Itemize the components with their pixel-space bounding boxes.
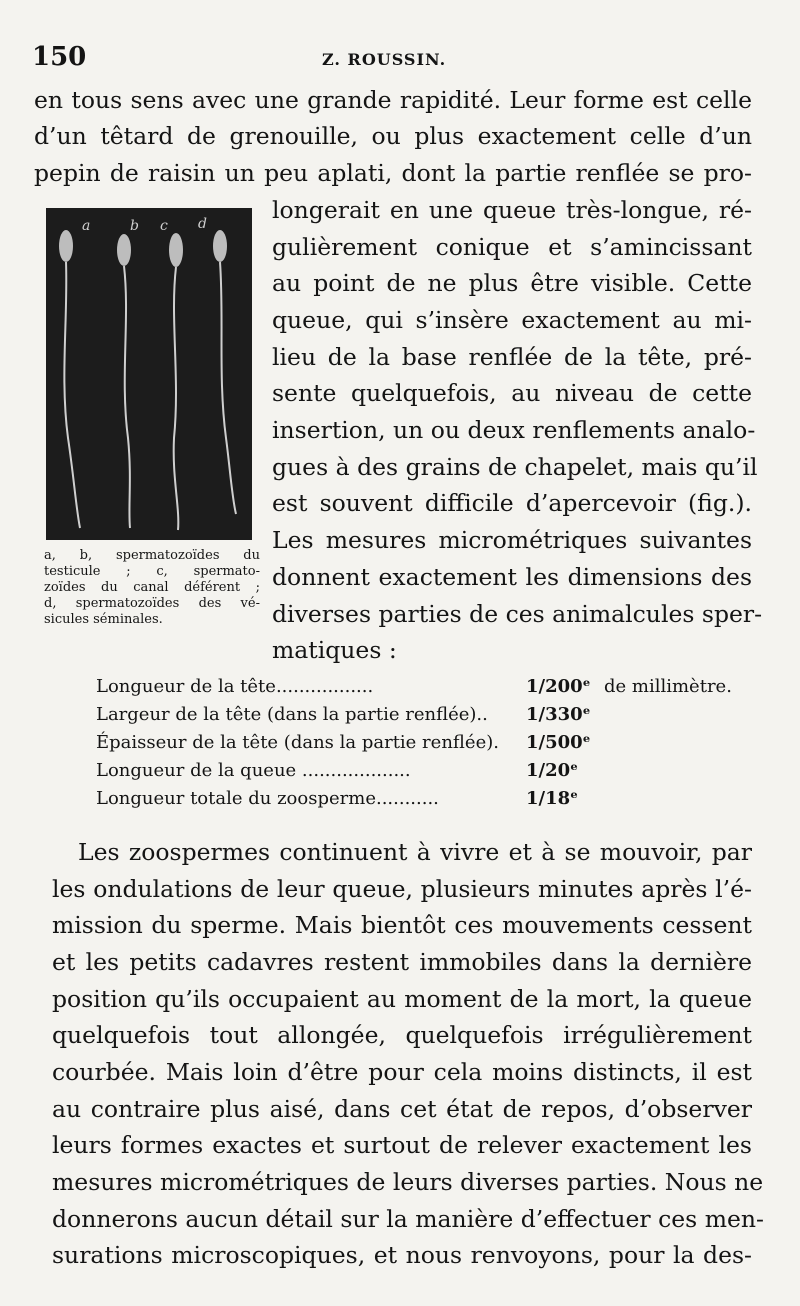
caption-line: zoïdes du canal déférent ;: [44, 580, 260, 595]
measurement-label: Longueur totale du zoosperme...........: [96, 788, 439, 809]
text-line: queue, qui s’insère exactement au mi-: [272, 306, 752, 334]
measurement-label: Largeur de la tête (dans la partie renflée)..: [96, 704, 488, 725]
measurement-value: 1/500ᵉ: [526, 732, 591, 753]
measurement-label: Épaisseur de la tête (dans la partie renflée).: [96, 732, 499, 753]
running-head: Z. ROUSSIN.: [322, 50, 447, 69]
page-number: 150: [32, 42, 87, 72]
text-line: Les mesures micrométriques suivantes: [272, 526, 752, 554]
text-line: donnent exactement les dimensions des: [272, 563, 752, 591]
figure-label-b: b: [130, 218, 139, 234]
measurement-unit: de millimètre.: [604, 676, 732, 697]
text-line: insertion, un ou deux renflements analo-: [272, 416, 756, 444]
figure-label-d: d: [198, 216, 207, 232]
figure-caption: [44, 548, 260, 628]
measurement-label: Longueur de la tête.................: [96, 676, 374, 697]
text-line: courbée. Mais loin d’être pour cela moins distincts, il est: [52, 1058, 752, 1086]
measurement-row: [96, 732, 746, 758]
measurement-row: [96, 788, 746, 814]
measurement-value: 1/330ᵉ: [526, 704, 591, 725]
text-line: et les petits cadavres restent immobiles dans la dernière: [52, 948, 752, 976]
text-line: pepin de raisin un peu aplati, dont la partie renflée se pro-: [34, 159, 752, 187]
text-line: donnerons aucun détail sur la manière d’effectuer ces men-: [52, 1205, 764, 1233]
measurement-value: 1/18ᵉ: [526, 788, 579, 809]
text-line: lieu de la base renflée de la tête, pré-: [272, 343, 752, 371]
spermatozoa-figure: [46, 208, 252, 540]
text-line: longerait en une queue très-longue, ré-: [272, 196, 752, 224]
text-line: en tous sens avec une grande rapidité. Leur forme est celle: [34, 86, 752, 114]
text-line: gulièrement conique et s’amincissant: [272, 233, 752, 261]
measurement-row: [96, 760, 746, 786]
measurement-row: [96, 704, 746, 730]
caption-line: d, spermatozoïdes des vé-: [44, 596, 260, 611]
text-line: d’un têtard de grenouille, ou plus exactement celle d’un: [34, 122, 752, 150]
text-line: matiques :: [272, 636, 397, 664]
text-line: au contraire plus aisé, dans cet état de repos, d’observer: [52, 1095, 752, 1123]
page-header: [32, 40, 760, 80]
text-line: mission du sperme. Mais bientôt ces mouvements cessent: [52, 911, 752, 939]
text-line: surations microscopiques, et nous renvoyons, pour la des-: [52, 1241, 752, 1269]
measurement-value: 1/20ᵉ: [526, 760, 579, 781]
figure-label-c: c: [160, 218, 168, 234]
text-line: quelquefois tout allongée, quelquefois irrégulièrement: [52, 1021, 752, 1049]
caption-line: testicule ; c, spermato-: [44, 564, 260, 579]
text-line: mesures micrométriques de leurs diverses parties. Nous ne: [52, 1168, 764, 1196]
text-line: sente quelquefois, au niveau de cette: [272, 379, 752, 407]
measurement-row: [96, 676, 746, 702]
text-line: Les zoospermes continuent à vivre et à se mouvoir, par: [78, 838, 752, 866]
caption-line: a, b, spermatozoïdes du: [44, 548, 260, 563]
text-line: au point de ne plus être visible. Cette: [272, 269, 752, 297]
text-line: est souvent difficile d’apercevoir (fig.).: [272, 489, 752, 517]
text-line: gues à des grains de chapelet, mais qu’il: [272, 453, 758, 481]
text-line: diverses parties de ces animalcules sper-: [272, 600, 763, 628]
spermatozoa-illustration: [46, 208, 252, 540]
figure-label-a: a: [82, 218, 91, 234]
text-line: les ondulations de leur queue, plusieurs minutes après l’é-: [52, 875, 752, 903]
measurement-label: Longueur de la queue ...................: [96, 760, 411, 781]
text-line: position qu’ils occupaient au moment de la mort, la queue: [52, 985, 752, 1013]
caption-line: sicules séminales.: [44, 612, 163, 627]
text-line: leurs formes exactes et surtout de relever exactement les: [52, 1131, 752, 1159]
measurement-value: 1/200ᵉ: [526, 676, 591, 697]
